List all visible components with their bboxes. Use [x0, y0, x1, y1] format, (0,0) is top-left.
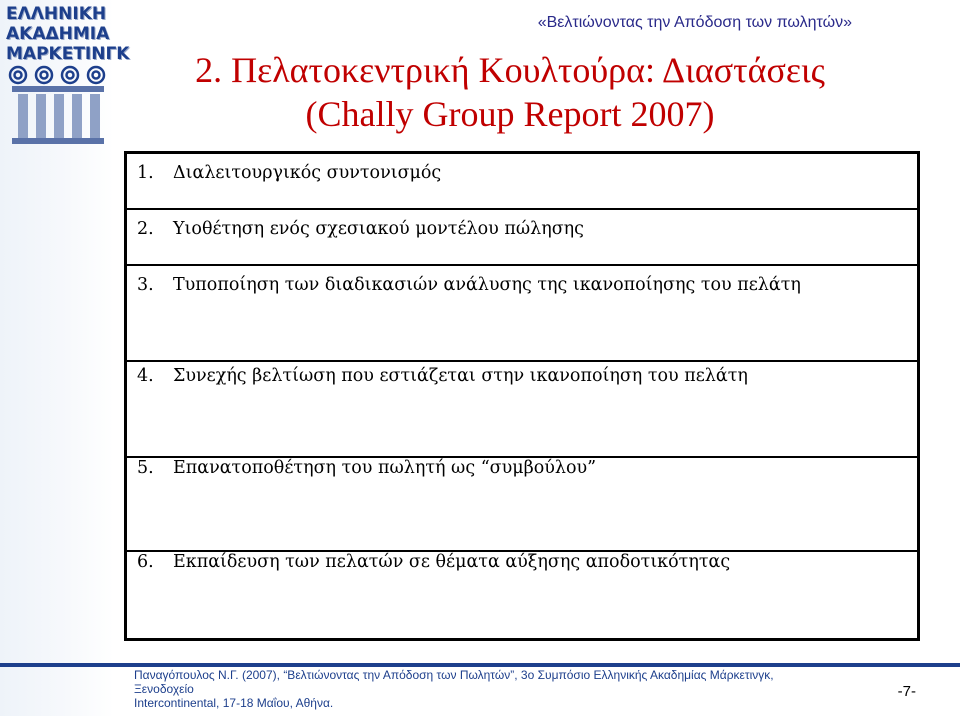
row-text: Επανατοποθέτηση του πωλητή ως “συμβούλου” — [173, 458, 597, 478]
logo-line-2: ΑΚΑΔΗΜΙΑ — [6, 24, 110, 44]
row-text: Διαλειτουργικός συντονισμός — [173, 163, 442, 183]
title-line-1: 2. Πελατοκεντρική Κουλτούρα: Διαστάσεις — [195, 50, 825, 90]
spiral-ornament-icon — [6, 64, 110, 86]
row-number: 4. — [137, 366, 154, 386]
table-row — [127, 362, 917, 458]
footer-divider — [0, 663, 960, 667]
header-tagline: «Βελτιώνοντας την Απόδοση των πωλητών» — [537, 14, 852, 31]
row-number: 2. — [137, 219, 154, 239]
row-number: 5. — [137, 458, 154, 478]
table-row — [127, 154, 917, 210]
columns-ornament-icon — [12, 86, 104, 144]
citation-line-1: Παναγόπουλος Ν.Γ. (2007), “Βελτιώνοντας την Απόδοση των Πωλητών”, 3ο Συμπόσιο Ελληνικής Ακαδημίας Μάρκετινγκ, Ξενοδοχείο — [134, 668, 774, 696]
dimensions-table — [124, 151, 920, 641]
academy-logo — [0, 0, 130, 148]
table-row — [127, 210, 917, 266]
citation-line-2: Intercontinental, 17-18 Μαΐου, Αθήνα. — [134, 696, 334, 710]
title-line-2: (Chally Group Report 2007) — [305, 94, 715, 134]
row-text: Συνεχής βελτίωση που εστιάζεται στην ικανοποίηση του πελάτη — [173, 366, 748, 386]
row-text: Τυποποίηση των διαδικασιών ανάλυσης της ικανοποίησης του πελάτη — [173, 275, 801, 295]
footer-citation — [134, 668, 834, 710]
table-row — [127, 458, 917, 552]
row-number: 1. — [137, 163, 154, 183]
row-number: 6. — [137, 552, 154, 572]
logo-line-3: ΜΑΡΚΕΤΙΝΓΚ — [6, 44, 130, 64]
row-text: Εκπαίδευση των πελατών σε θέματα αύξησης αποδοτικότητας — [173, 552, 731, 572]
row-text: Υιοθέτηση ενός σχεσιακού μοντέλου πώλησης — [173, 219, 584, 239]
page-number: -7- — [897, 683, 916, 700]
logo-line-1: ΕΛΛΗΝΙΚΗ — [6, 4, 107, 24]
slide-title — [150, 48, 870, 136]
row-number: 3. — [137, 275, 154, 295]
table-row — [127, 266, 917, 362]
table-row — [127, 552, 917, 638]
